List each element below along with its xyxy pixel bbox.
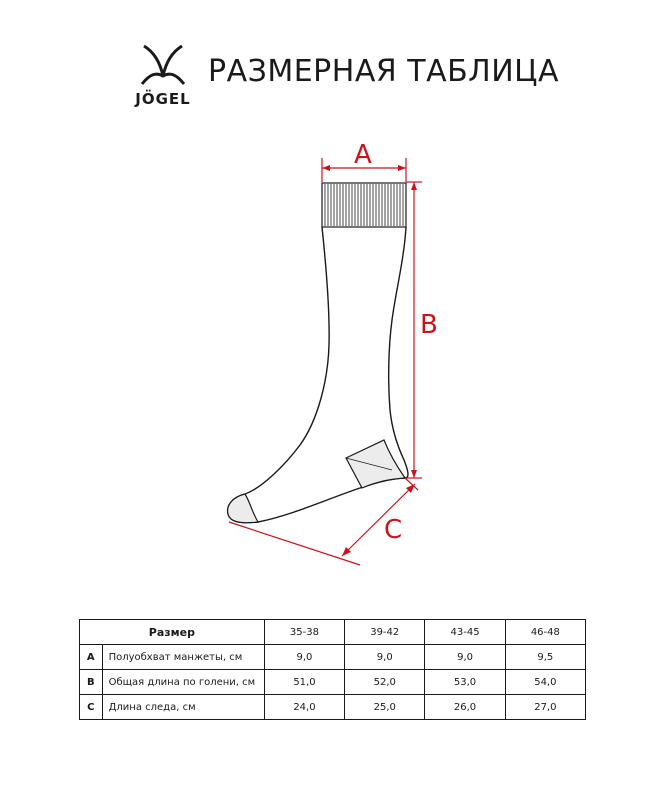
dimension-c-label: C [384,515,403,545]
table-cell: 25,0 [345,695,425,720]
row-name: Полуобхват манжеты, см [102,645,264,670]
table-cell: 53,0 [425,670,505,695]
row-name: Длина следа, см [102,695,264,720]
table-cell: 51,0 [264,670,344,695]
dimension-a-label: A [354,140,372,170]
sock-heel [346,440,405,488]
size-header-cell: 35-38 [264,620,344,645]
table-row [80,670,586,695]
table-cell: 9,0 [425,645,505,670]
row-letter: C [80,695,103,720]
table-row [80,695,586,720]
size-header-label: Размер [80,620,265,645]
brand-logo-text: JÖGEL [135,90,191,108]
row-letter: A [80,645,103,670]
table-cell: 9,0 [345,645,425,670]
size-header-cell: 43-45 [425,620,505,645]
row-name: Общая длина по голени, см [102,670,264,695]
table-row [80,645,586,670]
size-header-cell: 39-42 [345,620,425,645]
sock-toe [228,494,258,523]
size-header-cell: 46-48 [505,620,585,645]
table-cell: 24,0 [264,695,344,720]
table-header-row [80,620,586,645]
table-cell: 54,0 [505,670,585,695]
table-cell: 26,0 [425,695,505,720]
dimension-b-label: B [420,310,438,340]
row-letter: B [80,670,103,695]
table-cell: 9,5 [505,645,585,670]
size-table [79,619,586,720]
page-title: РАЗМЕРНАЯ ТАБЛИЦА [208,54,559,89]
table-cell: 27,0 [505,695,585,720]
table-cell: 9,0 [264,645,344,670]
table-cell: 52,0 [345,670,425,695]
sock-cuff [322,183,406,227]
